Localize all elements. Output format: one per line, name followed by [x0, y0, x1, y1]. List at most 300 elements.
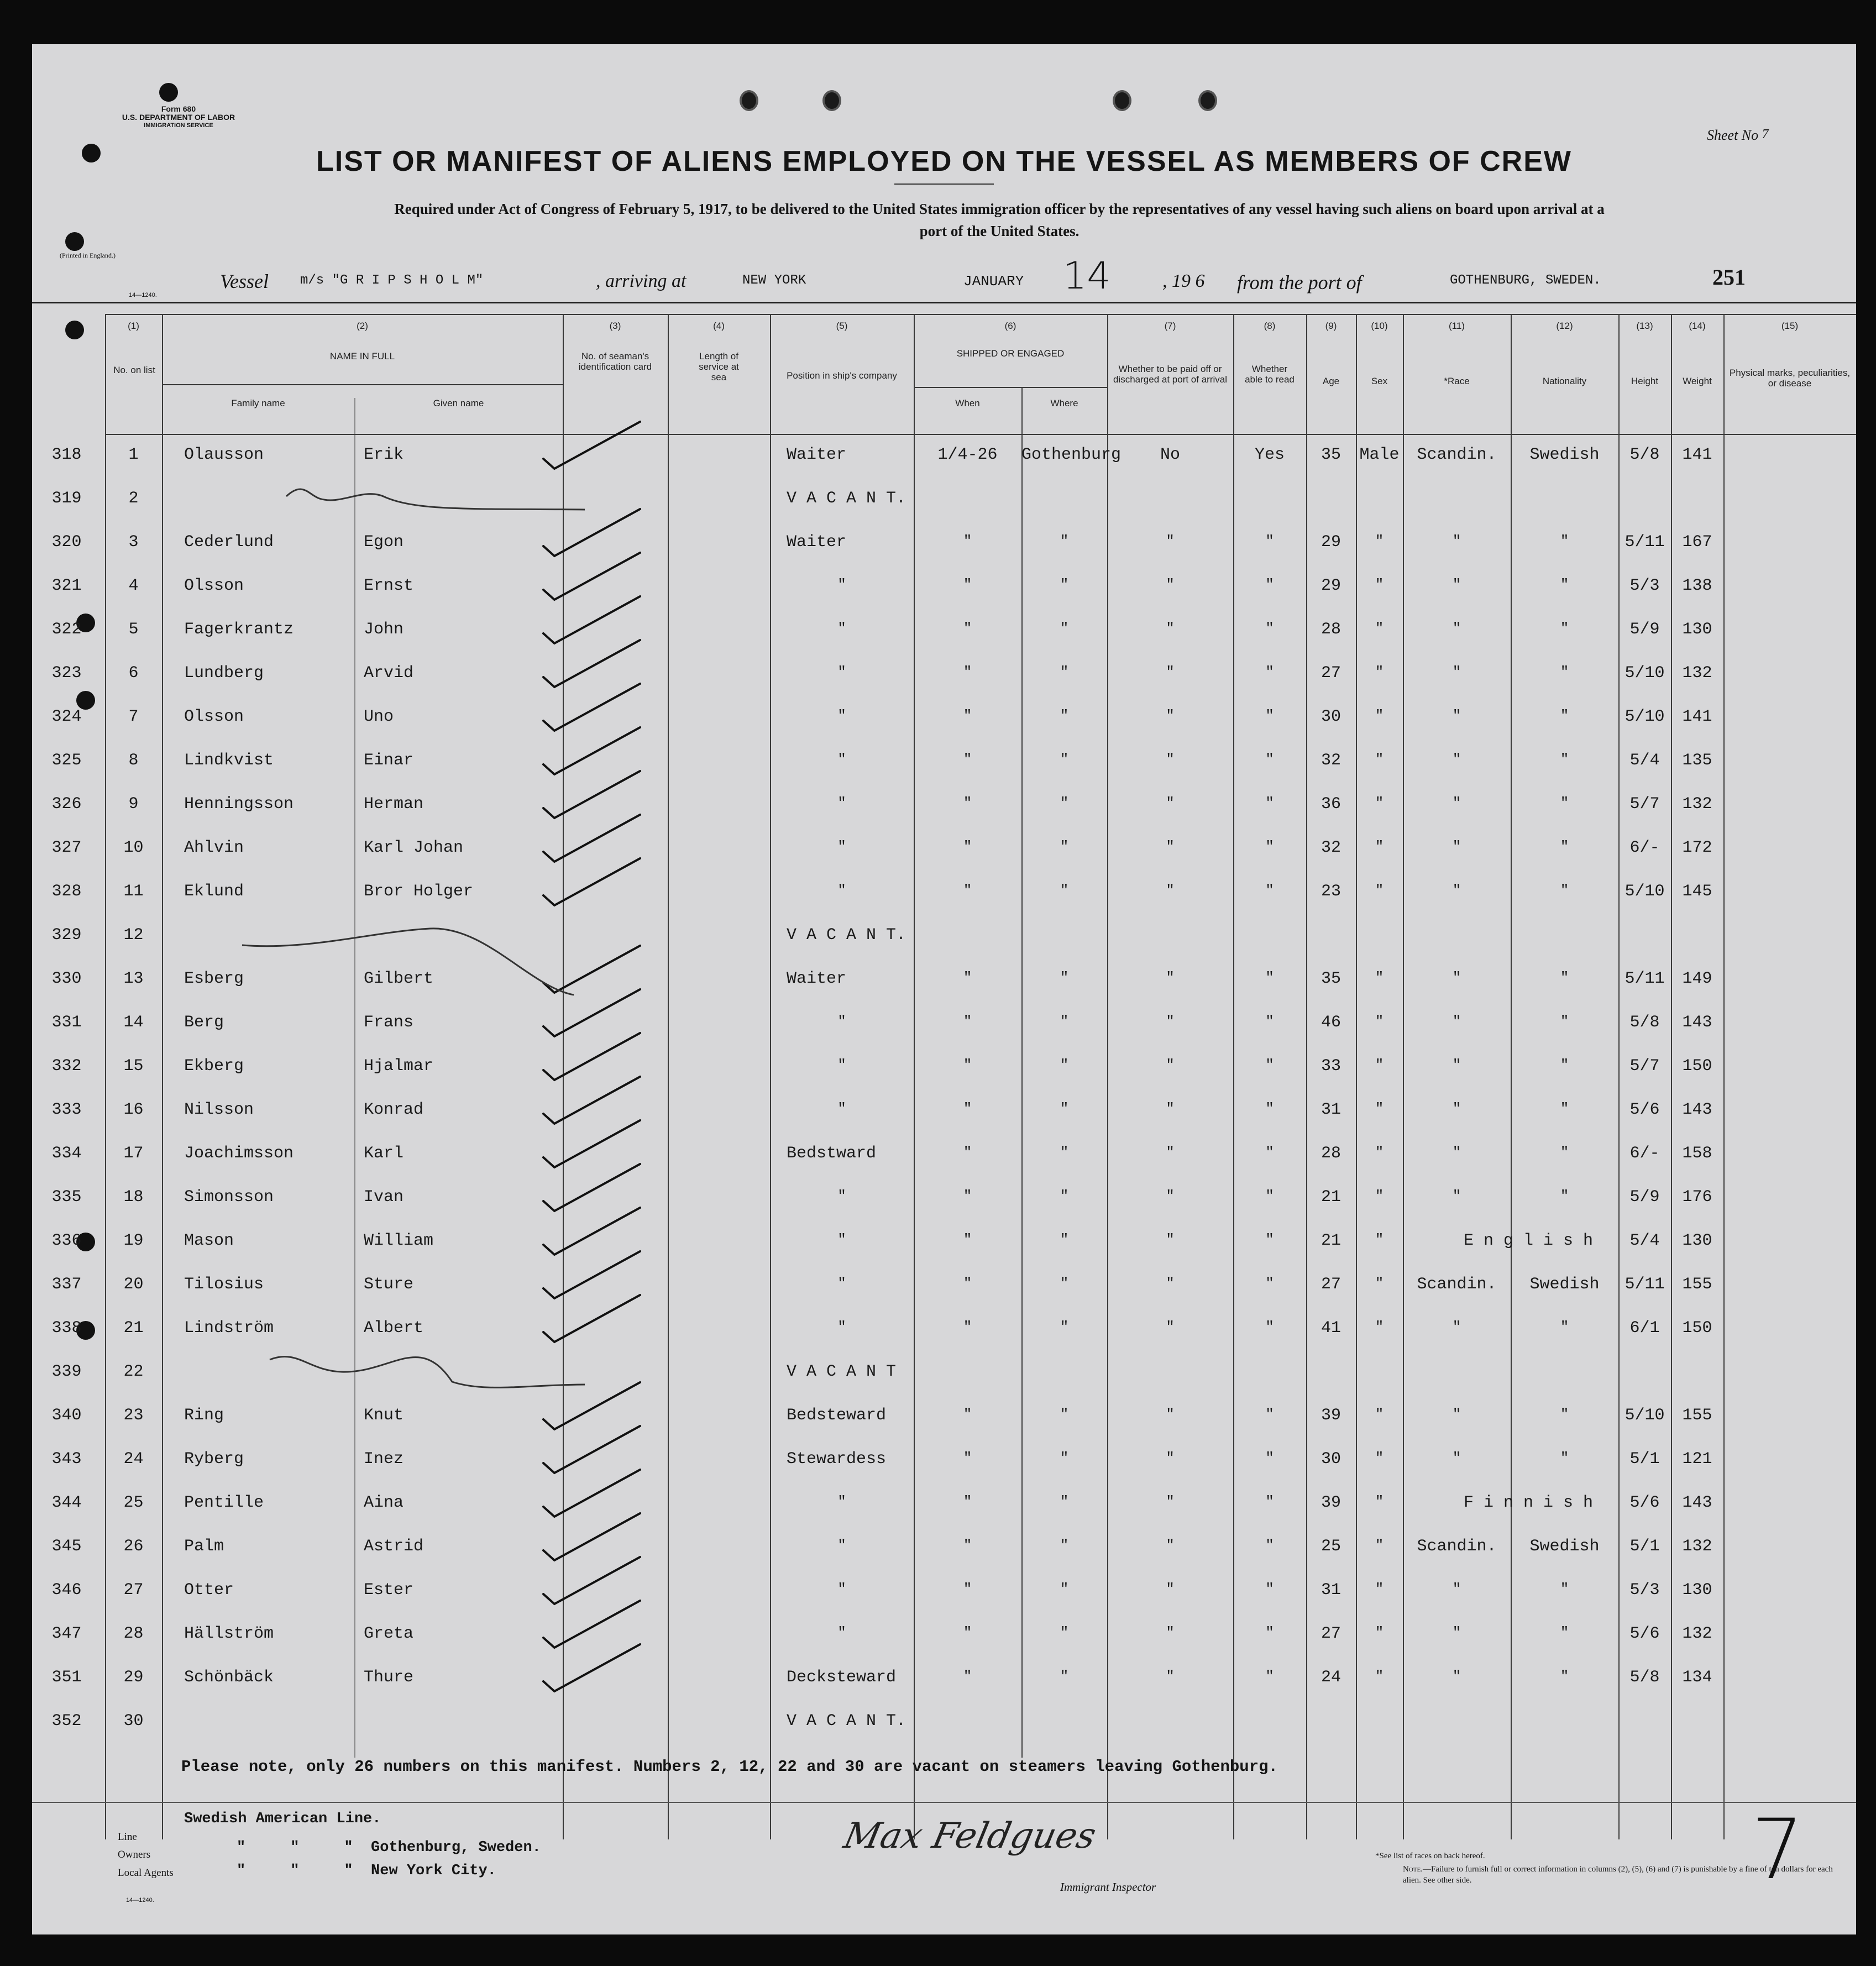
when-shipped: "	[963, 1581, 972, 1597]
given-name: Aina	[364, 1493, 404, 1512]
height: 5/8	[1629, 1668, 1660, 1687]
family-name: Hällström	[184, 1624, 274, 1643]
race: "	[1452, 1188, 1461, 1204]
service-line: IMMIGRATION SERVICE	[144, 122, 213, 129]
line-ref-number: 339	[51, 1362, 82, 1381]
height: 5/7	[1629, 795, 1660, 814]
where-shipped: "	[1060, 1537, 1069, 1554]
age: 35	[1320, 445, 1341, 464]
given-name: Albert	[364, 1319, 424, 1338]
able-to-read: "	[1265, 533, 1274, 549]
height: 5/3	[1629, 576, 1660, 595]
line-ref-number: 324	[51, 707, 82, 726]
position: "	[837, 838, 846, 855]
no-on-list: 3	[128, 533, 139, 552]
check-mark	[543, 422, 640, 469]
family-name: Joachimsson	[184, 1144, 294, 1163]
paid-off: "	[1166, 751, 1175, 768]
check-mark	[543, 596, 640, 643]
position: V A C A N T.	[787, 926, 906, 945]
weight: 172	[1682, 838, 1712, 857]
header-weight: Weight	[1683, 376, 1712, 386]
line-ref-number: 334	[51, 1144, 82, 1163]
family-name: Ekberg	[184, 1057, 244, 1076]
check-mark	[543, 1644, 640, 1691]
height: 5/10	[1625, 1406, 1665, 1425]
no-on-list: 27	[123, 1581, 144, 1600]
sex: "	[1375, 1450, 1384, 1466]
age: 30	[1320, 1450, 1341, 1469]
age: 27	[1320, 1624, 1341, 1643]
given-name: Egon	[364, 533, 404, 552]
race: "	[1452, 1581, 1461, 1597]
given-name: Uno	[364, 707, 394, 726]
no-on-list: 16	[123, 1100, 144, 1119]
race: "	[1452, 1624, 1461, 1641]
nationality: Swedish	[1529, 1537, 1600, 1556]
sex: "	[1375, 1144, 1384, 1161]
col-num-9: (9)	[1325, 321, 1337, 331]
strike-line-row-2	[286, 489, 585, 510]
line-ref-number: 322	[51, 620, 82, 639]
line-ref-number: 333	[51, 1100, 82, 1119]
given-name: Ivan	[364, 1188, 404, 1207]
when-shipped: "	[963, 1493, 972, 1510]
nationality: "	[1560, 707, 1569, 724]
family-name: Mason	[184, 1231, 234, 1250]
header-name-in-full: NAME IN FULL	[329, 351, 395, 361]
weight: 143	[1682, 1100, 1712, 1119]
weight: 155	[1682, 1275, 1712, 1294]
where-shipped: "	[1060, 707, 1069, 724]
given-name: Herman	[364, 795, 424, 814]
age: 29	[1320, 576, 1341, 595]
no-on-list: 20	[123, 1275, 144, 1294]
check-mark	[543, 727, 640, 774]
when-shipped: "	[963, 1188, 972, 1204]
paid-off: No	[1160, 445, 1180, 464]
nationality: "	[1560, 1144, 1569, 1161]
family-name: Cederlund	[184, 533, 274, 552]
paid-off: "	[1166, 1668, 1175, 1685]
where-shipped: "	[1060, 664, 1069, 680]
given-name: William	[364, 1231, 434, 1250]
paid-off: "	[1166, 1100, 1175, 1117]
weight: 138	[1682, 576, 1712, 595]
family-name: Ryberg	[184, 1450, 244, 1469]
nationality: "	[1560, 1581, 1569, 1597]
race: "	[1452, 751, 1461, 768]
sex: "	[1375, 1231, 1384, 1248]
paid-off: "	[1166, 1319, 1175, 1335]
height: 5/1	[1629, 1450, 1660, 1469]
age: 39	[1320, 1493, 1341, 1512]
when-shipped: 1/4-26	[937, 445, 998, 464]
able-to-read: "	[1265, 1057, 1274, 1073]
race: "	[1452, 533, 1461, 549]
position: "	[837, 795, 846, 811]
sex: "	[1375, 795, 1384, 811]
sex: "	[1375, 1319, 1384, 1335]
no-on-list: 23	[123, 1406, 144, 1425]
when-shipped: "	[963, 1144, 972, 1161]
no-on-list: 5	[128, 620, 139, 639]
no-on-list: 21	[123, 1319, 144, 1338]
age: 46	[1320, 1013, 1341, 1032]
nationality: Swedish	[1529, 445, 1600, 464]
height: 5/10	[1625, 707, 1665, 726]
owners-value: " " " Gothenburg, Sweden.	[237, 1839, 541, 1856]
line-ref-number: 326	[51, 795, 82, 814]
paid-off: "	[1166, 1581, 1175, 1597]
header-height: Height	[1631, 376, 1659, 386]
nationality: "	[1560, 1668, 1569, 1685]
where-shipped: "	[1060, 1493, 1069, 1510]
no-on-list: 1	[128, 445, 139, 464]
line-ref-number: 335	[51, 1188, 82, 1207]
weight: 130	[1682, 620, 1712, 639]
arriving-label: , arriving at	[596, 271, 687, 291]
able-to-read: "	[1265, 1493, 1274, 1510]
paid-off: "	[1166, 882, 1175, 899]
family-name: Nilsson	[184, 1100, 254, 1119]
races-note: *See list of races on back hereof.	[1375, 1852, 1485, 1860]
line-value: Swedish American Line.	[184, 1811, 381, 1827]
page-number: 251	[1712, 265, 1746, 290]
header-position: Position in ship's company	[787, 370, 897, 381]
line-ref-number: 352	[51, 1712, 82, 1731]
height: 5/8	[1629, 1013, 1660, 1032]
col-num-12: (12)	[1556, 321, 1573, 331]
where-shipped: "	[1060, 751, 1069, 768]
check-mark	[543, 1033, 640, 1080]
check-mark	[543, 1426, 640, 1473]
no-on-list: 8	[128, 751, 139, 770]
nationality: "	[1560, 1013, 1569, 1030]
check-mark	[543, 684, 640, 731]
col-num-1: (1)	[128, 321, 139, 331]
where-shipped: "	[1060, 1406, 1069, 1423]
paid-off: "	[1166, 969, 1175, 986]
no-on-list: 4	[128, 576, 139, 595]
where-shipped: "	[1060, 1057, 1069, 1073]
when-shipped: "	[963, 1319, 972, 1335]
col-num-11: (11)	[1449, 321, 1465, 331]
able-to-read: "	[1265, 1100, 1274, 1117]
check-mark	[543, 1382, 640, 1429]
line-ref-number: 328	[51, 882, 82, 901]
age: 28	[1320, 620, 1341, 639]
sex: "	[1375, 576, 1384, 593]
paid-off: "	[1166, 1537, 1175, 1554]
height: 5/6	[1629, 1624, 1660, 1643]
sex: "	[1375, 620, 1384, 637]
when-shipped: "	[963, 882, 972, 899]
nationality: "	[1560, 1188, 1569, 1204]
strike-line-row-12	[242, 929, 574, 995]
where-shipped: "	[1060, 882, 1069, 899]
position: Bedstward	[787, 1144, 877, 1163]
height: 5/7	[1629, 1057, 1660, 1076]
position: "	[837, 576, 846, 593]
form-number: Form 680	[161, 104, 196, 113]
line-ref-number: 336	[51, 1231, 82, 1250]
given-name: Knut	[364, 1406, 404, 1425]
line-label: Line	[118, 1831, 137, 1843]
owners-label: Owners	[118, 1849, 151, 1860]
manifest-note: Please note, only 26 numbers on this manifest. Numbers 2, 12, 22 and 30 are vacant on steamers leaving Gothenburg.	[181, 1758, 1278, 1776]
able-to-read: Yes	[1254, 445, 1285, 464]
when-shipped: "	[963, 1231, 972, 1248]
header-length-service: Length of service at sea	[699, 351, 739, 382]
line-ref-number: 332	[51, 1057, 82, 1076]
race: "	[1452, 707, 1461, 724]
able-to-read: "	[1265, 664, 1274, 680]
no-on-list: 2	[128, 489, 139, 508]
family-name: Schönbäck	[184, 1668, 274, 1687]
line-ref-number: 323	[51, 664, 82, 683]
where-shipped: "	[1060, 1188, 1069, 1204]
position: "	[837, 882, 846, 899]
check-mark	[543, 1513, 640, 1560]
paid-off: "	[1166, 1275, 1175, 1292]
paid-off: "	[1166, 1231, 1175, 1248]
able-to-read: "	[1265, 576, 1274, 593]
sex: "	[1375, 1275, 1384, 1292]
line-ref-number: 345	[51, 1537, 82, 1556]
header-paid-off: Whether to be paid off or discharged at port of arrival	[1113, 364, 1227, 385]
sex: "	[1375, 533, 1384, 549]
no-on-list: 10	[123, 838, 144, 857]
weight: 132	[1682, 1537, 1712, 1556]
nationality: "	[1560, 882, 1569, 899]
col-num-7: (7)	[1164, 321, 1176, 331]
race: "	[1452, 576, 1461, 593]
age: 27	[1320, 1275, 1341, 1294]
weight: 176	[1682, 1188, 1712, 1207]
age: 25	[1320, 1537, 1341, 1556]
where-shipped: "	[1060, 1450, 1069, 1466]
given-name: Astrid	[364, 1537, 424, 1556]
age: 21	[1320, 1231, 1341, 1250]
line-ref-number: 325	[51, 751, 82, 770]
weight: 130	[1682, 1581, 1712, 1600]
check-mark	[543, 1470, 640, 1517]
race: F i n n i s h	[1464, 1493, 1594, 1512]
position: "	[837, 1537, 846, 1554]
sex: "	[1375, 1188, 1384, 1204]
when-shipped: "	[963, 1668, 972, 1685]
where-shipped: "	[1060, 620, 1069, 637]
nationality: "	[1560, 576, 1569, 593]
manifest-sheet	[32, 44, 1856, 1934]
agents-value: " " " New York City.	[237, 1863, 496, 1879]
nationality: Swedish	[1529, 1275, 1600, 1294]
paid-off: "	[1166, 1450, 1175, 1466]
race: Scandin.	[1417, 1275, 1497, 1294]
no-on-list: 28	[123, 1624, 144, 1643]
where-shipped: "	[1060, 1100, 1069, 1117]
when-shipped: "	[963, 751, 972, 768]
age: 27	[1320, 664, 1341, 683]
age: 24	[1320, 1668, 1341, 1687]
weight: 141	[1682, 445, 1712, 464]
when-shipped: "	[963, 1450, 972, 1466]
header-race: *Race	[1444, 376, 1470, 386]
race: "	[1452, 1406, 1461, 1423]
arrival-month: JANUARY	[963, 273, 1024, 290]
vessel-label: Vessel	[220, 270, 269, 292]
no-on-list: 24	[123, 1450, 144, 1469]
no-on-list: 13	[123, 969, 144, 988]
race: "	[1452, 1319, 1461, 1335]
paid-off: "	[1166, 1493, 1175, 1510]
position: "	[837, 1493, 846, 1510]
weight: 135	[1682, 751, 1712, 770]
position: Decksteward	[787, 1668, 897, 1687]
height: 5/3	[1629, 1581, 1660, 1600]
height: 5/11	[1625, 1275, 1665, 1294]
check-mark	[543, 858, 640, 905]
position: "	[837, 1188, 846, 1204]
line-ref-number: 346	[51, 1581, 82, 1600]
line-ref-number: 340	[51, 1406, 82, 1425]
check-mark	[543, 1120, 640, 1167]
handwritten-marks	[32, 44, 1856, 1934]
position: Waiter	[787, 969, 847, 988]
age: 28	[1320, 1144, 1341, 1163]
when-shipped: "	[963, 969, 972, 986]
position: "	[837, 664, 846, 680]
nationality: "	[1560, 1057, 1569, 1073]
able-to-read: "	[1265, 1537, 1274, 1554]
age: 32	[1320, 838, 1341, 857]
when-shipped: "	[963, 1406, 972, 1423]
sex: "	[1375, 1537, 1384, 1554]
no-on-list: 19	[123, 1231, 144, 1250]
race: "	[1452, 838, 1461, 855]
height: 6/-	[1629, 838, 1660, 857]
sex: "	[1375, 1406, 1384, 1423]
paid-off: "	[1166, 1144, 1175, 1161]
height: 5/6	[1629, 1100, 1660, 1119]
printed-note: (Printed in England.)	[60, 251, 116, 259]
weight: 150	[1682, 1057, 1712, 1076]
col-num-4: (4)	[713, 321, 725, 331]
no-on-list: 18	[123, 1188, 144, 1207]
check-mark	[543, 1295, 640, 1342]
height: 5/8	[1629, 445, 1660, 464]
col-num-10: (10)	[1371, 321, 1388, 331]
age: 23	[1320, 882, 1341, 901]
race: "	[1452, 1013, 1461, 1030]
header-where: Where	[1050, 398, 1078, 408]
race: "	[1452, 1057, 1461, 1073]
arrival-port: NEW YORK	[742, 273, 806, 288]
paid-off: "	[1166, 664, 1175, 680]
able-to-read: "	[1265, 1144, 1274, 1161]
weight: 132	[1682, 1624, 1712, 1643]
family-name: Olsson	[184, 707, 244, 726]
header-when: When	[955, 398, 980, 408]
vessel-name: m/s "G R I P S H O L M"	[300, 273, 484, 288]
where-shipped: "	[1060, 1319, 1069, 1335]
able-to-read: "	[1265, 795, 1274, 811]
when-shipped: "	[963, 620, 972, 637]
race: "	[1452, 620, 1461, 637]
given-name: Karl Johan	[364, 838, 464, 857]
age: 39	[1320, 1406, 1341, 1425]
family-name: Pentille	[184, 1493, 264, 1512]
position: V A C A N T.	[787, 1712, 906, 1731]
age: 29	[1320, 533, 1341, 552]
able-to-read: "	[1265, 620, 1274, 637]
check-mark	[543, 509, 640, 556]
position: Stewardess	[787, 1450, 887, 1469]
check-mark	[543, 640, 640, 687]
no-on-list: 25	[123, 1493, 144, 1512]
sex: "	[1375, 1581, 1384, 1597]
check-mark	[543, 553, 640, 600]
note-label: Note.	[1403, 1865, 1423, 1874]
age: 41	[1320, 1319, 1341, 1338]
check-mark	[543, 1077, 640, 1124]
sex: "	[1375, 1624, 1384, 1641]
when-shipped: "	[963, 576, 972, 593]
sex: "	[1375, 1013, 1384, 1030]
height: 5/9	[1629, 1188, 1660, 1207]
family-name: Lindström	[184, 1319, 274, 1338]
weight: 155	[1682, 1406, 1712, 1425]
subtitle-line-2: port of the United States.	[919, 223, 1080, 239]
arrival-day: 14	[1063, 254, 1111, 298]
height: 5/4	[1629, 1231, 1660, 1250]
where-shipped: "	[1060, 1144, 1069, 1161]
where-shipped: "	[1060, 576, 1069, 593]
when-shipped: "	[963, 838, 972, 855]
when-shipped: "	[963, 1624, 972, 1641]
weight: 143	[1682, 1493, 1712, 1512]
sheet-number: 7	[1762, 127, 1769, 141]
sex: "	[1375, 664, 1384, 680]
header-nationality: Nationality	[1542, 376, 1587, 386]
paid-off: "	[1166, 795, 1175, 811]
check-mark	[543, 815, 640, 862]
check-mark	[543, 1208, 640, 1255]
sex: "	[1375, 838, 1384, 855]
position: "	[837, 707, 846, 724]
able-to-read: "	[1265, 1450, 1274, 1466]
given-name: Inez	[364, 1450, 404, 1469]
header-age: Age	[1322, 376, 1340, 386]
no-on-list: 12	[123, 926, 144, 945]
given-name: Konrad	[364, 1100, 424, 1119]
nationality: "	[1560, 751, 1569, 768]
line-ref-number: 331	[51, 1013, 82, 1032]
arrival-year: , 19 6	[1162, 271, 1205, 291]
sex: "	[1375, 707, 1384, 724]
family-name: Olsson	[184, 576, 244, 595]
col-num-6: (6)	[1004, 321, 1016, 331]
given-name: Gilbert	[364, 969, 434, 988]
age: 32	[1320, 751, 1341, 770]
header-id-card: No. of seaman's identification card	[578, 351, 652, 372]
position: "	[837, 751, 846, 768]
race: "	[1452, 1100, 1461, 1117]
inspector-signature: Max Feldgues	[840, 1816, 1100, 1857]
position: Waiter	[787, 445, 847, 464]
able-to-read: "	[1265, 1231, 1274, 1248]
